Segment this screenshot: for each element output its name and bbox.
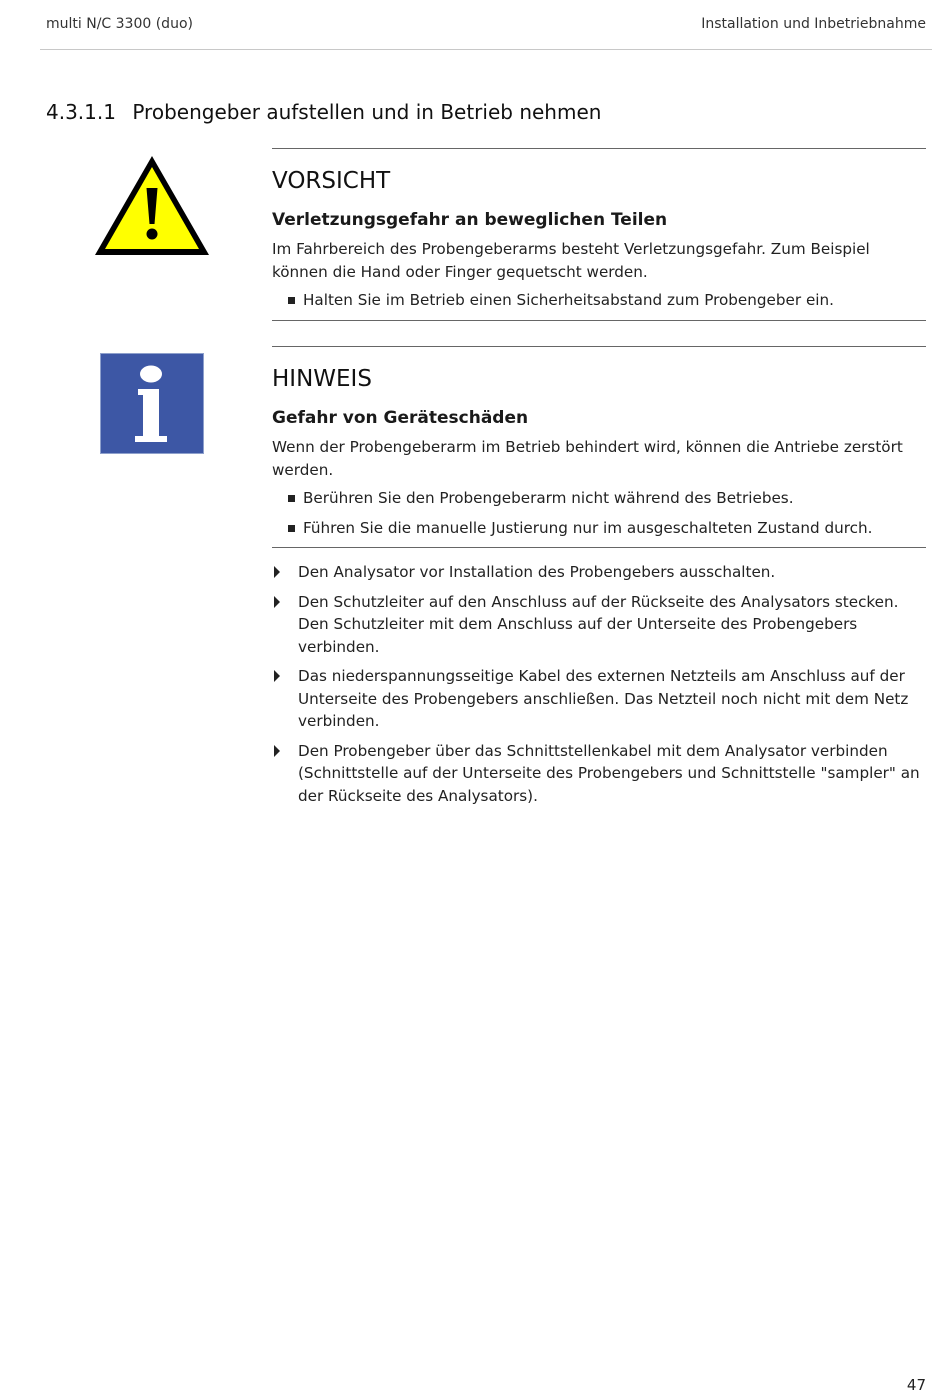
hinweis-list-item: Führen Sie die manuelle Justierung nur im ausgeschalteten Zustand durch. bbox=[272, 517, 926, 540]
hinweis-notice bbox=[272, 346, 926, 548]
procedure-step: Das niederspannungsseitige Kabel des externen Netzteils am Anschluss auf der Unterseite des Probengebers anschließen. Das Netzteil noch nicht mit dem Netz verbinden. bbox=[272, 665, 926, 733]
page-number: 47 bbox=[906, 1376, 926, 1394]
hinweis-subheading: Gefahr von Geräteschäden bbox=[272, 408, 529, 428]
caution-list bbox=[272, 289, 926, 312]
bullet-square-icon bbox=[288, 525, 295, 532]
header-divider bbox=[40, 49, 932, 50]
step-arrow-icon bbox=[274, 745, 280, 757]
step-arrow-icon bbox=[274, 670, 280, 682]
step-arrow-icon bbox=[274, 596, 280, 608]
header-chapter-title: Installation und Inbetriebnahme bbox=[701, 16, 926, 32]
procedure-steps bbox=[272, 561, 926, 814]
caution-notice bbox=[272, 148, 926, 321]
procedure-step: Den Analysator vor Installation des Probengebers ausschalten. bbox=[272, 561, 926, 584]
caution-signal-word: VORSICHT bbox=[272, 168, 391, 194]
caution-list-item: Halten Sie im Betrieb einen Sicherheitsabstand zum Probengeber ein. bbox=[272, 289, 926, 312]
hinweis-top-rule bbox=[272, 346, 926, 347]
hinweis-list bbox=[272, 487, 926, 539]
step-arrow-icon bbox=[274, 566, 280, 578]
info-icon bbox=[99, 352, 205, 455]
bullet-square-icon bbox=[288, 495, 295, 502]
procedure-step: Den Probengeber über das Schnittstellenkabel mit dem Analysator verbinden (Schnittstelle auf der Unterseite des Probengebers und Schnittstelle "sampler" an der Rückseite des Analysators). bbox=[272, 740, 926, 808]
section-number: 4.3.1.1 bbox=[46, 100, 116, 124]
header-document-title: multi N/C 3300 (duo) bbox=[46, 16, 193, 32]
bullet-square-icon bbox=[288, 297, 295, 304]
section-title: Probengeber aufstellen und in Betrieb nehmen bbox=[132, 100, 602, 124]
section-heading bbox=[46, 100, 601, 124]
warning-triangle-icon bbox=[93, 154, 211, 258]
hinweis-bottom-rule bbox=[272, 547, 926, 548]
hinweis-list-item: Berühren Sie den Probengeberarm nicht während des Betriebes. bbox=[272, 487, 926, 510]
caution-top-rule bbox=[272, 148, 926, 149]
caution-bottom-rule bbox=[272, 320, 926, 321]
caution-subheading: Verletzungsgefahr an beweglichen Teilen bbox=[272, 210, 668, 230]
procedure-step: Den Schutzleiter auf den Anschluss auf der Rückseite des Analysators stecken. Den Schutzleiter mit dem Anschluss auf der Unterseite des Probengebers verbinden. bbox=[272, 591, 926, 659]
hinweis-body-text: Wenn der Probengeberarm im Betrieb behindert wird, können die Antriebe zerstört werden. bbox=[272, 438, 903, 479]
caution-body-text: Im Fahrbereich des Probengeberarms besteht Verletzungsgefahr. Zum Beispiel können die Hand oder Finger gequetscht werden. bbox=[272, 240, 870, 281]
hinweis-signal-word: HINWEIS bbox=[272, 366, 372, 392]
